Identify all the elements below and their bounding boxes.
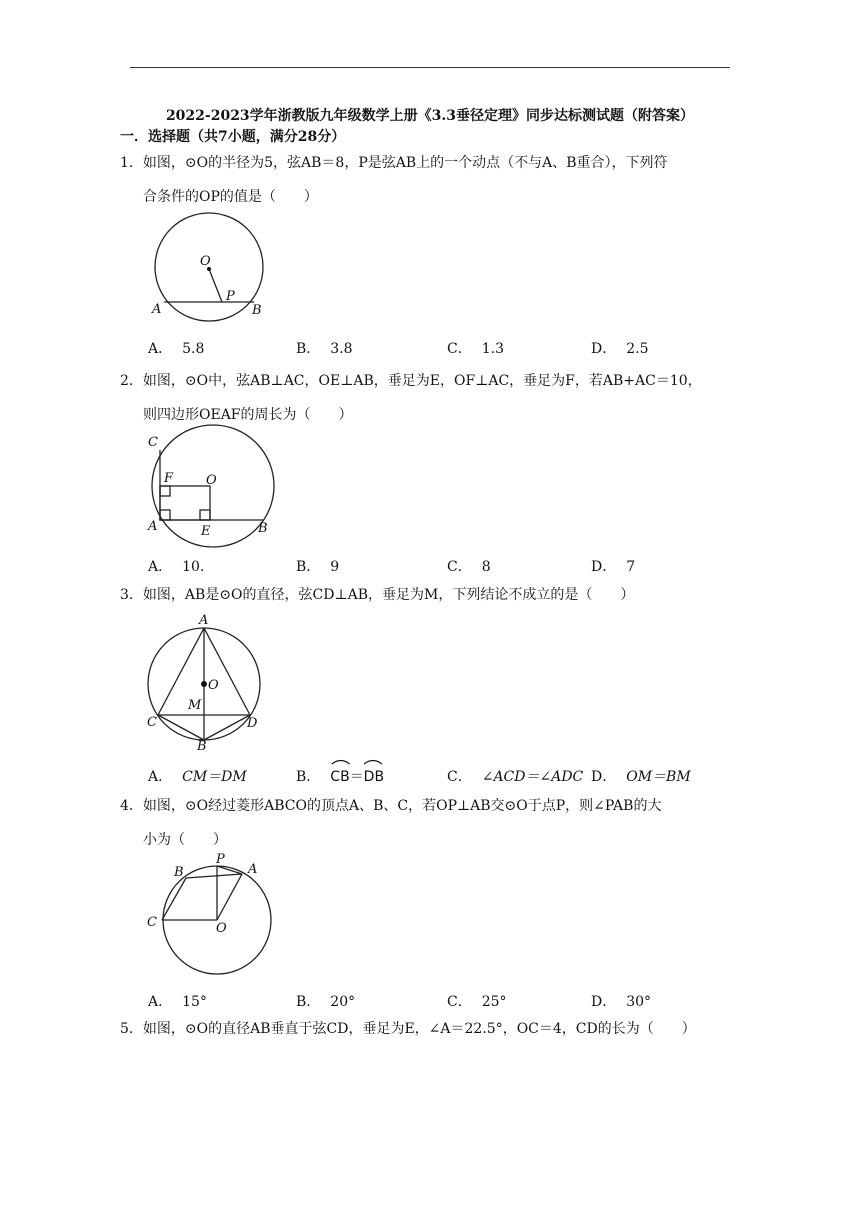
label-b: B — [258, 521, 268, 536]
label-m: M — [188, 698, 202, 713]
label-o: O — [206, 473, 217, 488]
label-d: D — [247, 716, 258, 731]
label-p: P — [226, 289, 235, 304]
question-1 — [120, 146, 734, 214]
label-c: C — [147, 715, 157, 730]
question-text: 如图，AB是⊙O的直径，弦CD⊥AB，垂足为M，下列结论不成立的是（ ） — [142, 587, 635, 603]
header-rule — [130, 67, 730, 68]
label-a: A — [199, 613, 209, 628]
label-c: C — [148, 435, 158, 450]
question-text: 如图，⊙O中，弦AB⊥AC，OE⊥AB，垂足为E，OF⊥AC，垂足为F，若AB+AC＝10， — [142, 373, 702, 389]
figure-q1 — [150, 212, 270, 332]
question-2 — [120, 364, 734, 432]
question-text-cont: 合条件的OP的值是（ ） — [143, 189, 318, 205]
options-q2 — [148, 556, 748, 576]
label-o: O — [200, 254, 211, 269]
question-5 — [120, 1012, 734, 1046]
label-c: C — [147, 915, 157, 930]
option-b: B． CB＝DB — [296, 766, 384, 786]
question-text: 如图，⊙O的半径为5，弦AB＝8，P是弦AB上的一个动点（不与A、B重合），下列符 — [142, 155, 668, 171]
option-d: D． 30° — [591, 994, 652, 1010]
label-a: A — [148, 519, 158, 534]
label-b: B — [174, 865, 184, 880]
figure-q2 — [144, 424, 284, 546]
question-number: 1． — [120, 155, 143, 171]
question-text-cont: 则四边形OEAF的周长为（ ） — [143, 407, 353, 423]
label-a: A — [248, 862, 258, 877]
option-c: C． 25° — [447, 994, 507, 1010]
question-3 — [120, 578, 734, 612]
section-heading: 一．选择题（共7小题，满分28分） — [120, 129, 346, 145]
document-title: 2022-2023学年浙教版九年级数学上册《3.3垂径定理》同步达标测试题（附答案） — [165, 108, 695, 124]
label-b: B — [197, 739, 207, 754]
question-number: 2． — [120, 373, 143, 389]
question-text: 如图，⊙O的直径AB垂直于弦CD，垂足为E，∠A＝22.5°，OC＝4，CD的长为（ ） — [142, 1021, 696, 1037]
option-b: B． 3.8 — [296, 341, 353, 357]
question-4 — [120, 789, 734, 857]
question-number: 4． — [120, 798, 143, 814]
label-o: O — [216, 921, 227, 936]
options-q4 — [148, 991, 748, 1011]
options-q3 — [148, 766, 748, 786]
options-q1 — [148, 338, 748, 358]
label-o: O — [208, 678, 219, 693]
question-text: 如图，⊙O经过菱形ABCO的顶点A、B、C，若OP⊥AB交⊙O于点P，则∠PAB的大 — [142, 798, 662, 814]
arc-mark-icon — [330, 757, 384, 765]
figure-q4 — [144, 850, 276, 982]
option-c: C． ∠ACD＝∠ADC — [447, 769, 584, 785]
label-p: P — [216, 852, 225, 867]
option-a: A． 5.8 — [148, 341, 205, 357]
label-b: B — [252, 303, 262, 318]
option-c: C． 1.3 — [447, 341, 504, 357]
option-b: B． 20° — [296, 994, 356, 1010]
question-number: 5． — [120, 1021, 143, 1037]
label-f: F — [164, 471, 174, 486]
option-c: C． 8 — [447, 559, 491, 575]
option-d: D． 7 — [591, 559, 636, 575]
label-a: A — [152, 302, 162, 317]
option-d: D． 2.5 — [591, 341, 649, 357]
question-number: 3． — [120, 587, 143, 603]
figure-q3 — [144, 612, 269, 754]
option-a: A． CM＝DM — [148, 769, 247, 785]
question-text-cont: 小为（ ） — [143, 832, 227, 848]
option-b: B． 9 — [296, 559, 340, 575]
option-a: A． 10． — [148, 559, 214, 575]
option-d: D． OM＝BM — [591, 769, 691, 785]
label-e: E — [201, 524, 211, 539]
option-a: A． 15° — [148, 994, 207, 1010]
